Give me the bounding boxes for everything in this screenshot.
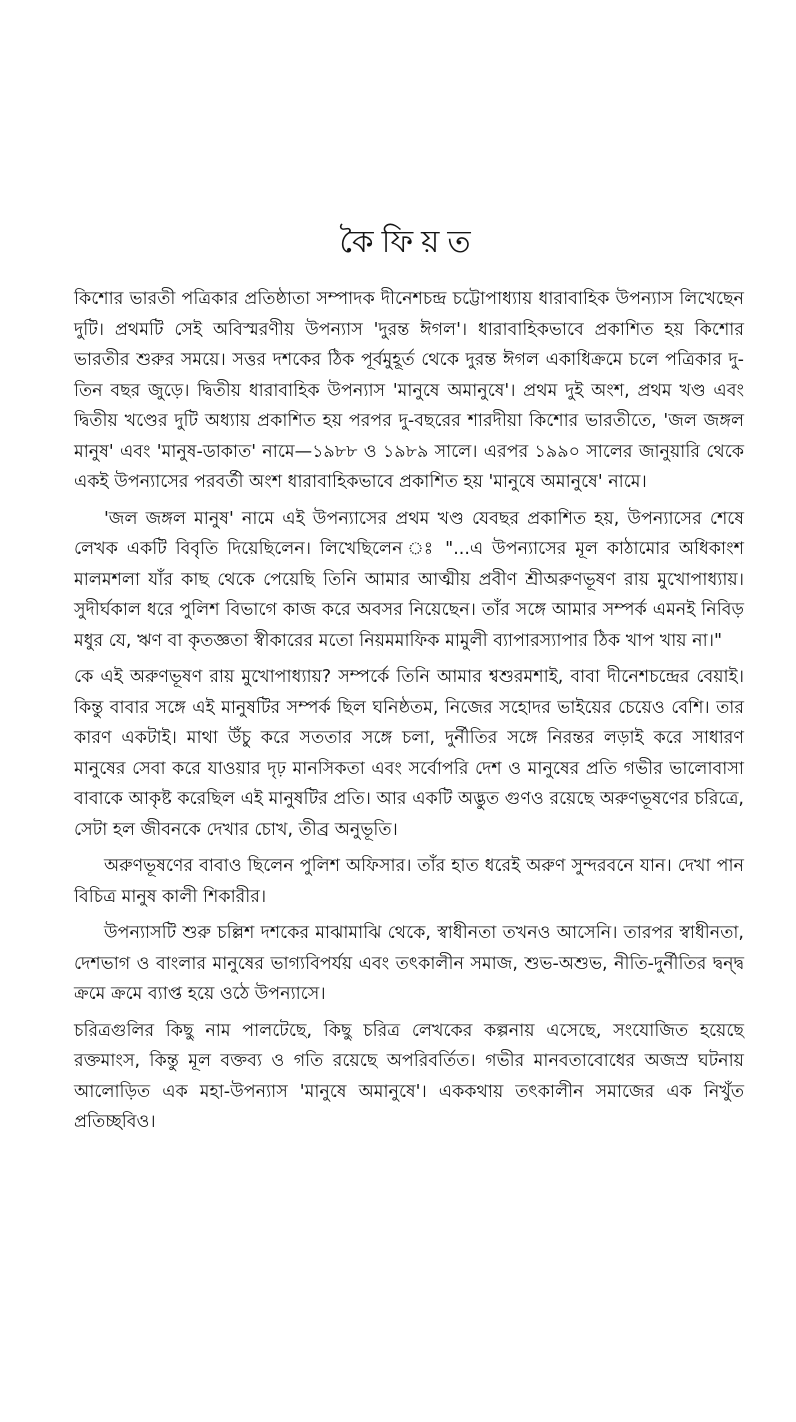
paragraph-5: উপন্যাসটি শুরু চল্লিশ দশকের মাঝামাঝি থেকে, স্বাধীনতা তখনও আসেনি। তারপর স্বাধীনতা, দেশভাগ ও বাংলার মানুষের ভাগ্যবিপর্যয় এবং তৎকালীন সমাজ, শুভ-অশুভ, নীতি-দুর্নীতির দ্বন্দ্ব ক্রমে ক্রমে ব্যাপ্ত হয়ে ওঠে উপন্যাসে। — [74, 923, 744, 1004]
paragraph-4: অরুণভূষণের বাবাও ছিলেন পুলিশ অফিসার। তাঁর হাত ধরেই অরুণ সুন্দরবনে যান। দেখা পান বিচিত্র মানুষ কালী শিকারীর। — [74, 856, 744, 907]
page-title: কৈফিয়ত — [339, 224, 479, 260]
paragraph-3: কে এই অরুণভূষণ রায় মুখোপাধ্যায়? সম্পর্কে তিনি আমার শ্বশুরমশাই, বাবা দীনেশচন্দ্রের বেয়াই। কিন্তু বাবার সঙ্গে এই মানুষটির সম্পর্ক ছিল ঘনিষ্ঠতম, নিজের সহোদর ভাইয়ের চেয়েও বেশি। তার কারণ একটাই। মাথা উঁচু করে সততার সঙ্গে চলা, দুর্নীতির সঙ্গে নিরন্তর লড়াই করে সাধারণ মানুষের সেবা করে যাওয়ার দৃঢ় মানসিকতা এবং সর্বোপরি দেশ ও মানুষের প্রতি গভীর ভালোবাসা বাবাকে আকৃষ্ট করেছিল এই মানুষটির প্রতি। আর একটি অদ্ভুত গুণও রয়েছে অরুণভূষণের চরিত্রে, সেটা হল জীবনকে দেখার চোখ, তীব্র অনুভূতি। — [74, 667, 744, 840]
body-text — [74, 284, 744, 1138]
paragraph-2: 'জল জঙ্গল মানুষ' নামে এই উপন্যাসের প্রথম খণ্ড যেবছর প্রকাশিত হয়, উপন্যাসের শেষে লেখক একটি বিবৃতি দিয়েছিলেন। লিখেছিলেন ঃ "...এ উপন্যাসের মূল কাঠামোর অধিকাংশ মালমশলা যাঁর কাছ থেকে পেয়েছি তিনি আমার আত্মীয় প্রবীণ শ্রীঅরুণভূষণ রায় মুখোপাধ্যায়। সুদীর্ঘকাল ধরে পুলিশ বিভাগে কাজ করে অবসর নিয়েছেন। তাঁর সঙ্গে আমার সম্পর্ক এমনই নিবিড় মধুর যে, ঋণ বা কৃতজ্ঞতা স্বীকারের মতো নিয়মমাফিক মামুলী ব্যাপারস্যাপার ঠিক খাপ খায় না।" — [74, 508, 744, 651]
paragraph-6: চরিত্রগুলির কিছু নাম পালটেছে, কিছু চরিত্র লেখকের কল্পনায় এসেছে, সংযোজিত হয়েছে রক্তমাংস, কিন্তু মূল বক্তব্য ও গতি রয়েছে অপরিবর্তিত। গভীর মানবতাবোধের অজস্র ঘটনায় আলোড়িত এক মহা-উপন্যাস 'মানুষে অমানুষে'। এককথায় তৎকালীন সমাজের এক নিখুঁত প্রতিচ্ছবিও। — [74, 1020, 744, 1132]
document-page — [0, 222, 796, 1422]
paragraph-1: কিশোর ভারতী পত্রিকার প্রতিষ্ঠাতা সম্পাদক দীনেশচন্দ্র চট্টোপাধ্যায় ধারাবাহিক উপন্যাস লিখেছেন দুটি। প্রথমটি সেই অবিস্মরণীয় উপন্যাস 'দুরন্ত ঈগল'। ধারাবাহিকভাবে প্রকাশিত হয় কিশোর ভারতীর শুরুর সময়ে। সত্তর দশকের ঠিক পূর্বমুহূর্ত থেকে দুরন্ত ঈগল একাধিক্রমে চলে পত্রিকার দু-তিন বছর জুড়ে। দ্বিতীয় ধারাবাহিক উপন্যাস 'মানুষে অমানুষে'। প্রথম দুই অংশ, প্রথম খণ্ড এবং দ্বিতীয় খণ্ডের দুটি অধ্যায় প্রকাশিত হয় পরপর দু-বছরের শারদীয়া কিশোর ভারতীতে, 'জল জঙ্গল মানুষ' এবং 'মানুষ-ডাকাত' নামে—১৯৮৮ ও ১৯৮৯ সালে। এরপর ১৯৯০ সালের জানুয়ারি থেকে একই উপন্যাসের পরবর্তী অংশ ধারাবাহিকভাবে প্রকাশিত হয় 'মানুষে অমানুষে' নামে। — [74, 289, 744, 492]
